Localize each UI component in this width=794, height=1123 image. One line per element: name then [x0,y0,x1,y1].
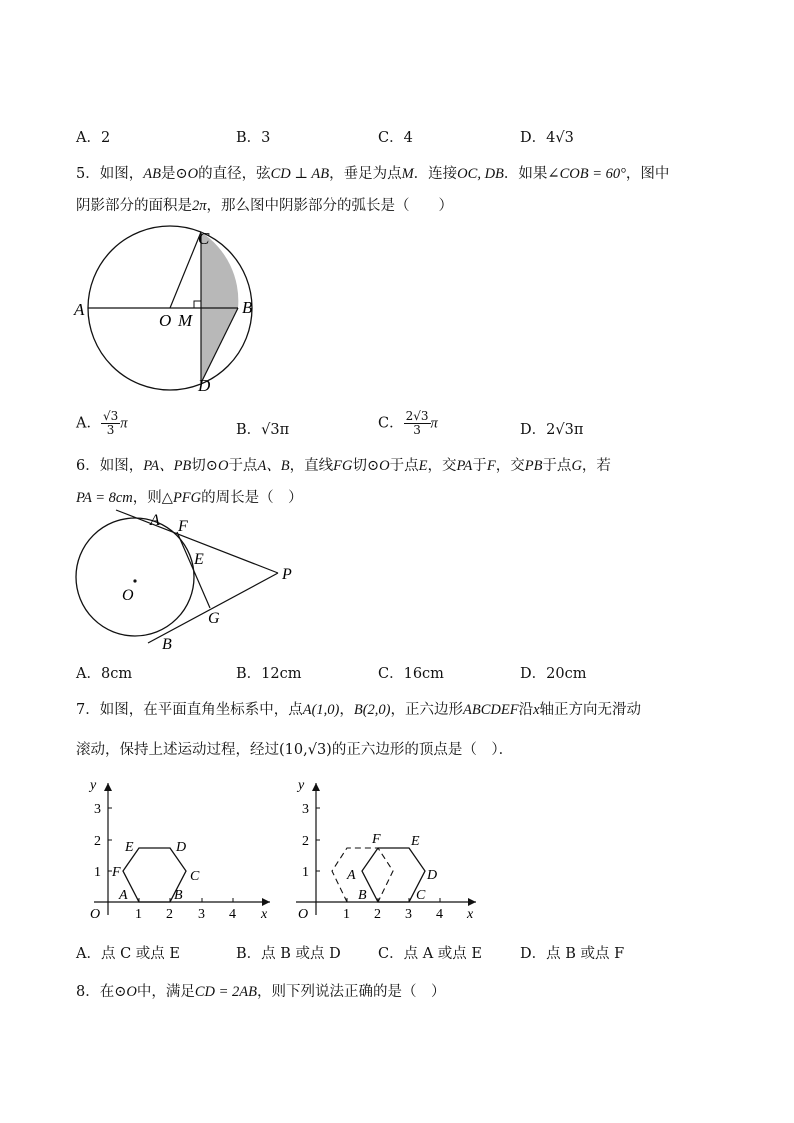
q5-option-a-numerator: √3 [102,409,119,423]
q7-math-hexagon: ABCDEF [463,702,519,718]
q7-figure-1 [86,775,276,925]
q7-figure-2 [292,775,482,925]
q6-stem-line1 [76,454,611,475]
q6-math-pa-length: PA = 8cm [76,490,133,506]
q4-option-d-letter: D． [520,130,547,146]
q5-option-a-denominator: 3 [106,423,115,437]
q6-label-g: G [208,610,220,627]
q7-text: 7．如图，在平面直角坐标系中，点 [76,702,303,718]
q8-text: ，则下列说法正确的是（ ） [257,984,446,1000]
q6-center-dot [133,579,136,582]
q6-option-a: A．8cm [76,666,133,682]
q6-label-a: A [150,512,160,529]
q7-fig1-vertex-c: C [190,869,200,884]
q6-text: ，若 [581,458,611,474]
q5-label-c: C [198,229,210,248]
q5-label-o: O [159,311,172,330]
q8-math-o: O [126,984,137,1000]
q7-text: 沿 [518,702,534,718]
q5-label-a: A [74,300,85,319]
q7-option-a: A．点 C 或点 E [76,946,180,962]
q7-fig1-ytick: 1 [94,865,101,880]
q6-text: 于 [472,458,487,474]
q7-fig2-ytick: 1 [302,865,309,880]
q6-math-f: F [486,458,496,474]
q7-fig2-vertex-f: F [372,832,381,847]
q7-option-c: C．点 A 或点 E [378,946,482,962]
q6-label-o: O [122,587,134,604]
q7-fig1-xtick: 1 [135,907,142,922]
q5-text: ，图中 [625,166,670,182]
q5-option-b-value: √3π [261,422,290,438]
q6-label-f: F [178,518,188,535]
q6-text: 于点 [389,458,419,474]
q7-stem-line2 [76,738,513,759]
q7-fig2-xtick: 4 [436,907,443,922]
q5-figure [70,225,270,400]
q6-math-pa-pb: PA、PB [143,458,192,474]
q6-label-e: E [194,551,204,568]
q6-text: 切⊙ [352,458,380,474]
q5-option-d-value: 2√3π [546,422,584,438]
q6-option-b: B．12cm [236,666,302,682]
q5-option-a-fraction [101,410,120,437]
q5-text: 5．如图， [76,166,144,182]
q5-math-o: O [187,166,199,182]
q7-fig1-origin-label: O [90,907,101,922]
q7-fig1-vertex-d: D [176,840,187,855]
q7-fig2-y-arrow-icon [312,783,320,791]
q6-text: 切⊙ [191,458,218,474]
q4-option-a: A．2 [76,130,111,146]
q7-fig1-vertex-e: E [125,840,134,855]
q7-fig2-x-label: x [467,907,474,922]
q7-text: ，正六边形 [390,702,464,718]
q5-math-angle: COB = 60° [559,166,626,182]
q8-math-arc-condition: CD = 2AB [194,984,258,1000]
q7-option-d: D．点 B 或点 F [520,946,625,962]
q6-option-c: C．16cm [378,666,444,682]
q7-fig1-x-label: x [261,907,268,922]
q7-fig2-origin-label: O [298,907,309,922]
q7-fig2-vertex-e: E [411,834,420,849]
q5-option-c-fraction [404,410,431,437]
q7-fig2-xtick: 1 [343,907,350,922]
q5-option-a-letter: A． [76,415,101,432]
q5-text: 阴影部分的面积是 [76,198,192,214]
q5-option-b-letter: B． [236,422,262,438]
q5-option-c-letter: C． [378,415,404,432]
q7-fig2-vertex-c: C [416,888,426,903]
q7-fig2-vertex-d: D [427,868,438,883]
q6-math-pfg: PFG [172,490,202,506]
q6-math-pb: PB [524,458,543,474]
q7-fig1-xtick: 3 [198,907,205,922]
q5-right-angle-mark [194,301,201,308]
q6-math-o: O [379,458,390,474]
q6-text: ，交 [495,458,525,474]
q7-text: 的正六边形的顶点是（ ）． [331,742,514,758]
q6-text: ，直线 [289,458,334,474]
q6-math-ab: A、B [257,458,290,474]
q6-text: ，交 [427,458,457,474]
q5-text: 的直径，弦 [198,166,271,182]
q7-fig1-ytick: 3 [94,802,101,817]
q7-fig2-vertex-b: B [358,888,367,903]
q6-tangent-pb [148,573,278,643]
q5-option-c-pi: π [430,415,438,432]
q4-option-b: B．3 [236,130,271,146]
q6-math-g: G [571,458,582,474]
q7-text: 滚动，保持上述运动过程，经过 [76,742,279,758]
q7-fig2-y-label: y [298,778,305,793]
q6-text: 于点 [542,458,572,474]
q7-fig1-x-arrow-icon [262,898,270,906]
q6-math-o: O [217,458,229,474]
q5-option-c [378,410,438,437]
q7-fig1-xtick: 4 [229,907,236,922]
q7-fig1-y-label: y [90,778,97,793]
q5-text: ，垂足为点 [329,166,402,182]
q5-text: ．如果∠ [503,166,560,182]
q5-text: ．连接 [413,166,458,182]
q5-label-d: D [198,376,211,395]
q6-math-e: E [418,458,428,474]
q7-stem-line1 [76,698,641,719]
q5-math-cd-perp-ab: CD ⊥ AB [270,166,330,182]
q6-text: ，则△ [132,490,173,506]
q4-option-c: C．4 [378,130,413,146]
q5-option-d-letter: D． [520,422,547,438]
q7-fig2-x-arrow-icon [468,898,476,906]
q5-option-a [76,410,128,437]
q6-math-pa: PA [456,458,473,474]
q8-stem [76,980,446,1001]
q5-option-b [236,418,289,439]
q8-text: 中，满足 [136,984,195,1000]
q7-fig2-ytick: 3 [302,802,309,817]
q5-math-oc-db: OC, DB [457,166,504,182]
q7-fig1-vertex-b: B [174,888,183,903]
q5-text: ，那么图中阴影部分的弧长是（ ） [206,198,454,214]
q7-text: ， [339,702,354,718]
q7-fig2-xtick: 2 [374,907,381,922]
q7-fig1-vertex-f: F [112,865,121,880]
q5-math-ab: AB [143,166,161,182]
q5-text: 是⊙ [160,166,188,182]
q7-math-x: x [533,702,540,718]
q6-text: 6．如图， [76,458,144,474]
q6-tangent-fg [177,532,210,608]
q5-option-c-numerator: 2√3 [405,409,429,423]
q7-fig1-y-arrow-icon [104,783,112,791]
q5-label-m: M [178,311,193,330]
q5-option-c-denominator: 3 [413,423,421,437]
q6-circle [76,518,194,636]
q5-math-m: M [401,166,414,182]
q5-stem-line2 [76,194,453,215]
q6-stem-line2 [76,486,303,507]
q6-text: 的周长是（ ） [201,490,303,506]
q5-option-d [520,418,583,439]
q7-fig2-ytick: 2 [302,834,309,849]
q5-segment-oc [170,232,201,308]
q7-fig1-xtick: 2 [166,907,173,922]
q7-math-target-point: (10,√3) [279,742,332,758]
q6-math-fg: FG [333,458,353,474]
q6-label-p: P [282,566,292,583]
q8-text: 8．在⊙ [76,984,127,1000]
q7-math-point-a: A(1,0) [302,702,340,718]
q6-option-d: D．20cm [520,666,587,682]
q5-label-b: B [242,298,253,317]
q4-option-d [520,126,574,147]
q6-figure [70,505,310,655]
q7-fig1-vertex-a: A [119,888,128,903]
q5-option-a-pi: π [120,415,128,432]
q7-text: 轴正方向无滑动 [539,702,642,718]
q7-fig2-xtick: 3 [405,907,412,922]
q7-fig2-vertex-a: A [347,868,356,883]
q4-option-d-value: 4√3 [546,130,574,146]
q6-text: 于点 [228,458,258,474]
q7-math-point-b: B(2,0) [353,702,391,718]
q5-math-area: 2π [192,198,207,214]
q6-label-b: B [162,636,172,653]
q5-stem-line1 [76,162,669,183]
q7-option-b: B．点 B 或点 D [236,946,341,962]
q7-fig1-ytick: 2 [94,834,101,849]
